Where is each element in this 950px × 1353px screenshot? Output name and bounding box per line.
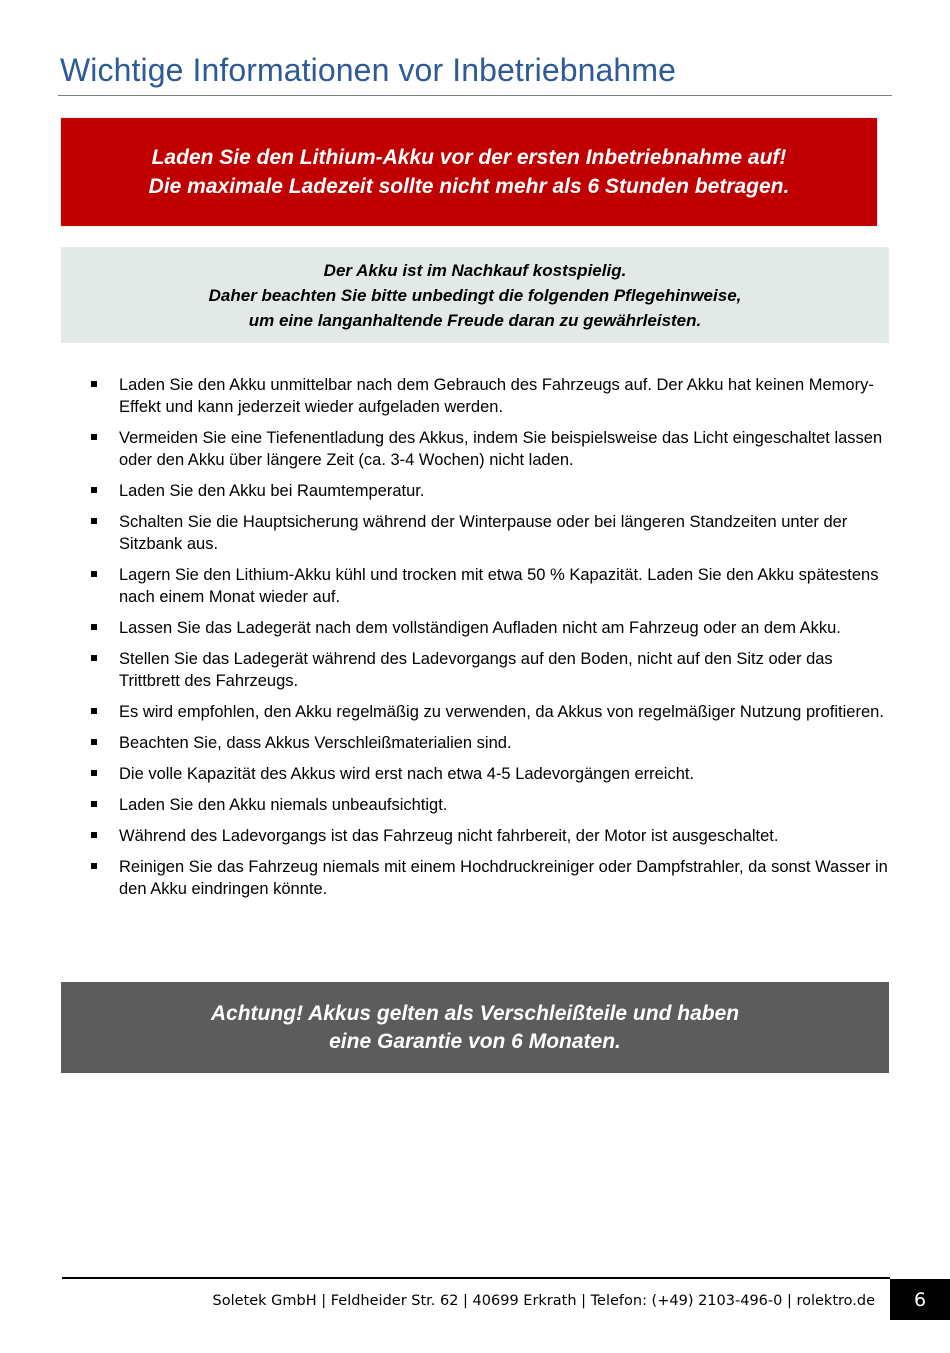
bullet-icon bbox=[91, 770, 97, 776]
list-item bbox=[90, 648, 890, 692]
list-item bbox=[90, 617, 890, 639]
warning-box bbox=[61, 118, 877, 226]
list-item-text: Vermeiden Sie eine Tiefenentladung des Akkus, indem Sie beispielsweise das Licht eingeschaltet lassen oder den Akku über längere Zeit (ca. 3-4 Wochen) nicht laden. bbox=[119, 429, 883, 469]
bullet-icon bbox=[91, 801, 97, 807]
bullet-icon bbox=[91, 624, 97, 630]
warning-line-2: Die maximale Ladezeit sollte nicht mehr als 6 Stunden betragen. bbox=[148, 175, 790, 198]
list-item bbox=[90, 825, 890, 847]
title-divider bbox=[58, 95, 892, 96]
list-item bbox=[90, 564, 890, 608]
list-item-text: Während des Ladevorgangs ist das Fahrzeug nicht fahrbereit, der Motor ist ausgeschaltet. bbox=[119, 827, 779, 845]
info-line-1: Der Akku ist im Nachkauf kostspielig. bbox=[323, 260, 627, 280]
info-box bbox=[61, 247, 889, 343]
list-item-text: Laden Sie den Akku unmittelbar nach dem Gebrauch des Fahrzeugs auf. Der Akku hat keinen Memory-Effekt und kann jederzeit wieder aufgeladen werden. bbox=[119, 376, 874, 416]
list-item-text: Laden Sie den Akku bei Raumtemperatur. bbox=[119, 482, 425, 500]
list-item-text: Laden Sie den Akku niemals unbeaufsichtigt. bbox=[119, 796, 448, 814]
list-item bbox=[90, 427, 890, 471]
list-item bbox=[90, 732, 890, 754]
list-item-text: Beachten Sie, dass Akkus Verschleißmaterialien sind. bbox=[119, 734, 512, 752]
list-item bbox=[90, 794, 890, 816]
footer-divider bbox=[62, 1277, 890, 1279]
info-line-3: um eine langanhaltende Freude daran zu gewährleisten. bbox=[248, 310, 702, 330]
bullet-icon bbox=[91, 381, 97, 387]
list-item-text: Stellen Sie das Ladegerät während des Ladevorgangs auf den Boden, nicht auf den Sitz oder das Trittbrett des Fahrzeugs. bbox=[119, 650, 833, 690]
list-item-text: Lagern Sie den Lithium-Akku kühl und trocken mit etwa 50 % Kapazität. Laden Sie den Akku spätestens nach einem Monat wieder auf. bbox=[119, 566, 879, 606]
bullet-icon bbox=[91, 571, 97, 577]
list-item bbox=[90, 701, 890, 723]
info-line-2: Daher beachten Sie bitte unbedingt die folgenden Pflegehinweise, bbox=[208, 285, 742, 305]
page-title: Wichtige Informationen vor Inbetriebnahme bbox=[60, 52, 676, 88]
list-item bbox=[90, 856, 890, 900]
list-item-text: Schalten Sie die Hauptsicherung während der Winterpause oder bei längeren Standzeiten unter der Sitzbank aus. bbox=[119, 513, 848, 553]
list-item bbox=[90, 480, 890, 502]
bullet-icon bbox=[91, 487, 97, 493]
notice-box bbox=[61, 982, 889, 1073]
notice-line-2: eine Garantie von 6 Monaten. bbox=[329, 1029, 621, 1053]
list-item bbox=[90, 511, 890, 555]
bullet-icon bbox=[91, 655, 97, 661]
footer-company-info: Soletek GmbH | Feldheider Str. 62 | 40699 Erkrath | Telefon: (+49) 2103-496-0 | rolektro.de bbox=[212, 1293, 875, 1309]
bullet-icon bbox=[91, 832, 97, 838]
list-item bbox=[90, 763, 890, 785]
page-number: 6 bbox=[890, 1279, 950, 1320]
bullet-icon bbox=[91, 739, 97, 745]
list-item-text: Es wird empfohlen, den Akku regelmäßig zu verwenden, da Akkus von regelmäßiger Nutzung profitieren. bbox=[119, 703, 884, 721]
warning-line-1: Laden Sie den Lithium-Akku vor der ersten Inbetriebnahme auf! bbox=[151, 146, 787, 169]
list-item-text: Die volle Kapazität des Akkus wird erst nach etwa 4-5 Ladevorgängen erreicht. bbox=[119, 765, 695, 783]
care-instructions-list bbox=[90, 374, 890, 909]
bullet-icon bbox=[91, 708, 97, 714]
bullet-icon bbox=[91, 518, 97, 524]
list-item bbox=[90, 374, 890, 418]
bullet-icon bbox=[91, 434, 97, 440]
bullet-icon bbox=[91, 863, 97, 869]
notice-line-1: Achtung! Akkus gelten als Verschleißteile und haben bbox=[210, 1001, 740, 1025]
list-item-text: Reinigen Sie das Fahrzeug niemals mit einem Hochdruckreiniger oder Dampfstrahler, da sonst Wasser in den Akku eindringen könnte. bbox=[119, 858, 888, 898]
list-item-text: Lassen Sie das Ladegerät nach dem vollständigen Aufladen nicht am Fahrzeug oder an dem Akku. bbox=[119, 619, 841, 637]
